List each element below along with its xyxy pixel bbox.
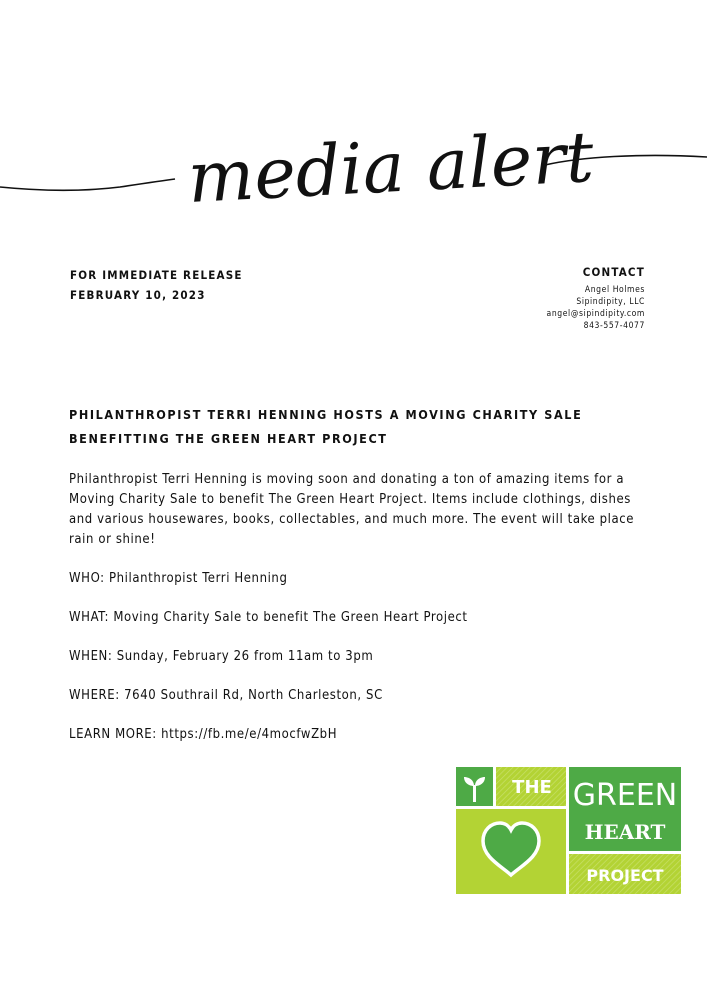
contact-company: Sipindipity, LLC [576,297,645,307]
logo-green: GREEN [572,778,678,813]
headline [69,403,629,451]
left-swoosh-line [0,179,175,190]
media-alert-banner [0,95,707,265]
detail-who: WHO: Philanthropist Terri Henning [69,571,288,586]
logo-project: PROJECT [586,866,664,885]
contact-phone: 843-557-4077 [583,321,645,331]
contact-title: CONTACT [582,265,645,279]
headline-line-1: PHILANTHROPIST TERRI HENNING HOSTS A MOVING CHARITY SALE [69,407,583,422]
headline-line-2: BENEFITTING THE GREEN HEART PROJECT [69,431,388,446]
detail-learn-more[interactable]: LEARN MORE: https://fb.me/e/4mocfwZbH [69,727,338,742]
logo-the: THE [512,777,552,798]
green-heart-project-logo [456,767,681,894]
contact-email[interactable]: angel@sipindipity.com [546,309,645,319]
release-label: FOR IMMEDIATE RELEASE [70,268,243,282]
release-block [70,265,243,305]
contact-name: Angel Holmes [584,285,645,295]
detail-where: WHERE: 7640 Southrail Rd, North Charleston, SC [69,688,383,703]
media-alert-title: media alert [185,115,596,219]
detail-what: WHAT: Moving Charity Sale to benefit The Green Heart Project [69,610,468,625]
logo-heart: HEART [584,820,666,844]
contact-block [547,264,645,332]
detail-when: WHEN: Sunday, February 26 from 11am to 3pm [69,649,374,664]
body-paragraph: Philanthropist Terri Henning is moving soon and donating a ton of amazing items for a Moving Charity Sale to benefit The Green Heart Project. Items include clothings, dishes and various housewares, books, collectables, and much more. The event will take place rain or shine! [69,472,635,547]
release-date: FEBRUARY 10, 2023 [70,288,206,302]
